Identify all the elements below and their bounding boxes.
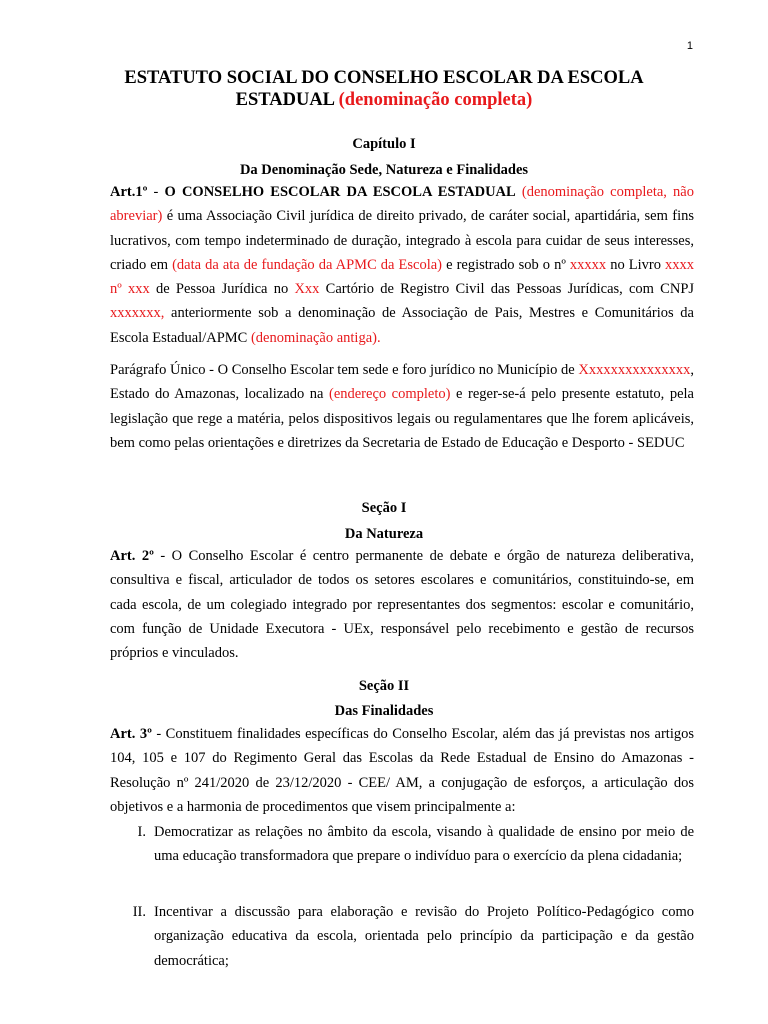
list-item-numeral: II. [132, 904, 146, 920]
article-1 [110, 180, 694, 350]
page-number: 1 [686, 40, 693, 52]
section-2-subheading: Das Finalidades [334, 703, 434, 719]
article-1-text-4: de Pessoa Jurídica no [155, 281, 289, 298]
article-3-label: Art. 3º [110, 726, 152, 742]
placeholder-registry-office: Xxx [294, 281, 320, 298]
placeholder-city: Xxxxxxxxxxxxxxx [578, 362, 691, 378]
article-1-text-1: é uma Associação Civil jurídica de direito privado, de caráter social, apartidária, sem fins lucrativos, com tempo indeterminado de duração, integrado à escola para cuidar de seus interesses, criado em [110, 208, 695, 273]
article-1-text-2: e registrado sob o nº [446, 256, 566, 273]
article-1-lead: O CONSELHO ESCOLAR DA ESCOLA ESTADUAL [164, 184, 516, 200]
paragrafo-text-2: , Estado do Amazonas, localizado na [110, 362, 695, 403]
paragrafo-text-3: e reger-se-á pelo presente estatuto, pela legislação que rege a matéria, pelos dispositivos legais ou regulamentares que lhe forem aplicáveis, bem como pelas orientações e diretrizes da Secretaria de Estado de Educação e Desporto - SEDUC [110, 386, 694, 451]
list-item-text: Democratizar as relações no âmbito da escola, visando à qualidade de ensino por meio de uma educação transformadora que prepare o indivíduo para o exercício da plena cidadania; [154, 824, 694, 865]
article-1-text-3: no Livro [610, 256, 661, 273]
placeholder-old-name: (denominação antiga). [250, 329, 381, 346]
list-item-numeral: I. [137, 824, 146, 840]
paragrafo-text-1: Parágrafo Único - O Conselho Escolar tem sede e foro jurídico no Município de [110, 362, 575, 378]
document-title [110, 67, 658, 111]
article-3-text: - Constituem finalidades específicas do Conselho Escolar, além das já previstas nos artigos 104, 105 e 107 do Regimento Geral das Escolas da Rede Estadual de Ensino do Amazonas - Resolução nº 241/2020 de 23/12/2020 - CEE/ AM, a conjugação de esforços, a articulação dos objetivos e a harmonia de procedimentos que visem principalmente a: [110, 726, 694, 815]
placeholder-founding-date: (data da ata de fundação da APMC da Escola) [172, 256, 443, 273]
article-2 [110, 544, 694, 665]
placeholder-registry-number: xxxxx [569, 256, 607, 273]
section-1-subheading: Da Natureza [344, 526, 424, 542]
title-main: ESTATUTO SOCIAL DO CONSELHO ESCOLAR DA ESCOLA ESTADUAL [124, 68, 644, 110]
chapter-heading: Capítulo I [352, 136, 416, 152]
article-1-text-6: anteriormente sob a denominação de Associação de Pais, Mestres e Comunitários da Escola Estadual/APMC [110, 305, 694, 346]
title-placeholder: (denominação completa) [338, 90, 533, 110]
list-item [110, 820, 694, 869]
placeholder-cnpj: xxxxxxx, [110, 305, 165, 322]
paragrafo-unico [110, 358, 694, 455]
article-1-sep: - [147, 184, 165, 200]
section-1-heading: Seção I [361, 500, 407, 516]
chapter-subheading: Da Denominação Sede, Natureza e Finalidades [239, 162, 529, 178]
placeholder-full-name: (denominação completa, não abreviar) [110, 184, 694, 225]
article-1-text-5: Cartório de Registro Civil das Pessoas Jurídicas, com CNPJ [325, 281, 695, 298]
list-item [110, 900, 694, 973]
list-item-text: Incentivar a discussão para elaboração e revisão do Projeto Político-Pedagógico como organização educativa da escola, orientada pelo princípio da participação e da gestão democrática; [154, 904, 694, 969]
section-2-heading: Seção II [358, 678, 410, 694]
article-3 [110, 722, 694, 819]
article-2-text: - O Conselho Escolar é centro permanente de debate e órgão de natureza deliberativa, consultiva e fiscal, articulador de todos os setores escolares e comunitários, constituindo-se, em cada escola, de um colegiado integrado por representantes dos segmentos: escolar e comunitário, com função de Unidade Executora - UEx, responsável pelo recebimento e gestão de recursos próprios e vinculados. [110, 548, 694, 662]
placeholder-book-number: xxxx nº xxx [110, 256, 695, 298]
placeholder-address: (endereço completo) [328, 386, 451, 403]
article-2-label: Art. 2º [110, 548, 154, 564]
article-1-label: Art.1º [110, 184, 148, 200]
